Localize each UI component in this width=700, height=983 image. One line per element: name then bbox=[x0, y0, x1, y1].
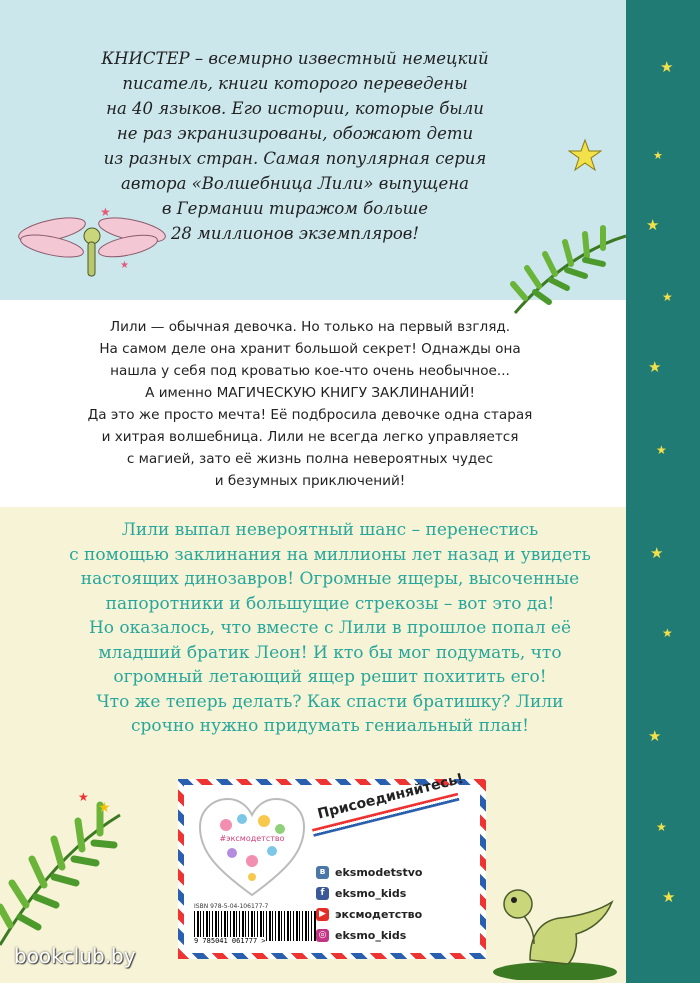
series-blurb bbox=[60, 316, 560, 492]
series-blurb-line: нашла у себя под кроватью кое-что очень необычное... bbox=[110, 363, 510, 379]
publisher-card bbox=[178, 770, 486, 959]
series-blurb-line: А именно МАГИЧЕСКУЮ КНИГУ ЗАКЛИНАНИЙ! bbox=[145, 385, 475, 401]
social-facebook[interactable] bbox=[316, 884, 466, 902]
story-line: папоротники и большущие стрекозы – вот это да! bbox=[105, 593, 555, 614]
social-label: eksmo_kids bbox=[335, 928, 407, 942]
join-label: Присоединяйтесь! bbox=[316, 770, 466, 823]
series-blurb-line: Лили — обычная девочка. Но только на первый взгляд. bbox=[109, 319, 511, 335]
author-bio bbox=[70, 46, 520, 246]
dinosaur-illustration bbox=[490, 860, 620, 980]
author-bio-line: КНИСТЕР – всемирно известный немецкий bbox=[101, 49, 489, 68]
vk-icon: в bbox=[316, 866, 329, 879]
series-blurb-line: с магией, зато её жизнь полна невероятных чудес bbox=[126, 451, 494, 467]
story-line: настоящих динозавров! Огромные ящеры, высоченные bbox=[80, 569, 580, 589]
story-annotation bbox=[60, 518, 600, 739]
hashtag-label: #эксмодетство bbox=[219, 834, 285, 843]
star-icon: ★ bbox=[100, 205, 111, 219]
series-blurb-line: и безумных приключений! bbox=[214, 473, 406, 489]
author-bio-line: автора «Волшебница Лили» выпущена bbox=[121, 174, 469, 193]
star-icon: ★ bbox=[650, 544, 664, 562]
story-line: Что же теперь делать? Как спасти братишку? Лили bbox=[96, 691, 564, 712]
star-icon: ★ bbox=[648, 727, 662, 745]
instagram-icon: ◎ bbox=[316, 929, 329, 942]
star-icon: ★ bbox=[653, 149, 663, 162]
star-icon: ★ bbox=[656, 820, 667, 834]
star-icon: ★ bbox=[646, 216, 660, 234]
spine bbox=[626, 0, 700, 983]
author-bio-line: писатель, книги которого переведены bbox=[122, 74, 468, 93]
social-youtube[interactable] bbox=[316, 905, 466, 923]
star-icon: ★ bbox=[648, 358, 662, 376]
story-line: Лили выпал невероятный шанс – перенестись bbox=[121, 520, 539, 540]
star-icon: ★ bbox=[662, 888, 676, 906]
author-bio-line: 28 миллионов экземпляров! bbox=[170, 224, 420, 243]
social-instagram[interactable] bbox=[316, 926, 466, 944]
social-label: eksmo_kids bbox=[335, 886, 407, 900]
story-line: огромный летающий ящер решит похитить его! bbox=[113, 667, 547, 687]
star-icon: ★ bbox=[660, 58, 674, 76]
isbn-label: ISBN 978-5-04-106177-7 bbox=[194, 903, 269, 910]
author-bio-line: на 40 языков. Его истории, которые были bbox=[106, 99, 484, 118]
star-icon: ★ bbox=[662, 290, 673, 304]
heart-logo bbox=[196, 795, 308, 899]
watermark: bookclub.by bbox=[14, 944, 136, 968]
series-blurb-line: На самом деле она хранит большой секрет! Однажды она bbox=[99, 341, 521, 357]
star-icon: ★ bbox=[78, 790, 89, 804]
social-label: эксмодетство bbox=[335, 907, 423, 921]
story-line: Но оказалось, что вместе с Лили в прошлое попал её bbox=[88, 618, 572, 638]
social-vk[interactable] bbox=[316, 863, 466, 881]
star-icon: ★ bbox=[120, 260, 129, 271]
story-line: младший братик Леон! И кто бы мог подумать, что bbox=[98, 642, 562, 663]
series-blurb-line: Да это же просто мечта! Её подбросила девочке одна старая bbox=[87, 407, 533, 423]
fern-leaves-top bbox=[505, 218, 626, 318]
social-label: eksmodetstvo bbox=[335, 865, 423, 879]
author-bio-line: из разных стран. Самая популярная серия bbox=[103, 149, 487, 168]
story-line: с помощью заклинания на миллионы лет назад и увидеть bbox=[69, 544, 591, 565]
story-line: срочно нужно придумать гениальный план! bbox=[130, 716, 530, 736]
facebook-icon: f bbox=[316, 887, 329, 900]
youtube-icon: ▶ bbox=[316, 908, 329, 921]
barcode-number: 9 785041 061777 > bbox=[194, 937, 266, 945]
author-bio-line: не раз экранизированы, обожают дети bbox=[116, 124, 474, 143]
star-icon: ★ bbox=[662, 626, 673, 640]
star-icon: ★ bbox=[98, 800, 111, 816]
series-blurb-line: и хитрая волшебница. Лили не всегда легко управляется bbox=[101, 429, 519, 445]
author-bio-line: в Германии тиражом больше bbox=[161, 199, 429, 218]
star-icon: ★ bbox=[656, 443, 667, 457]
star-icon bbox=[568, 138, 602, 172]
